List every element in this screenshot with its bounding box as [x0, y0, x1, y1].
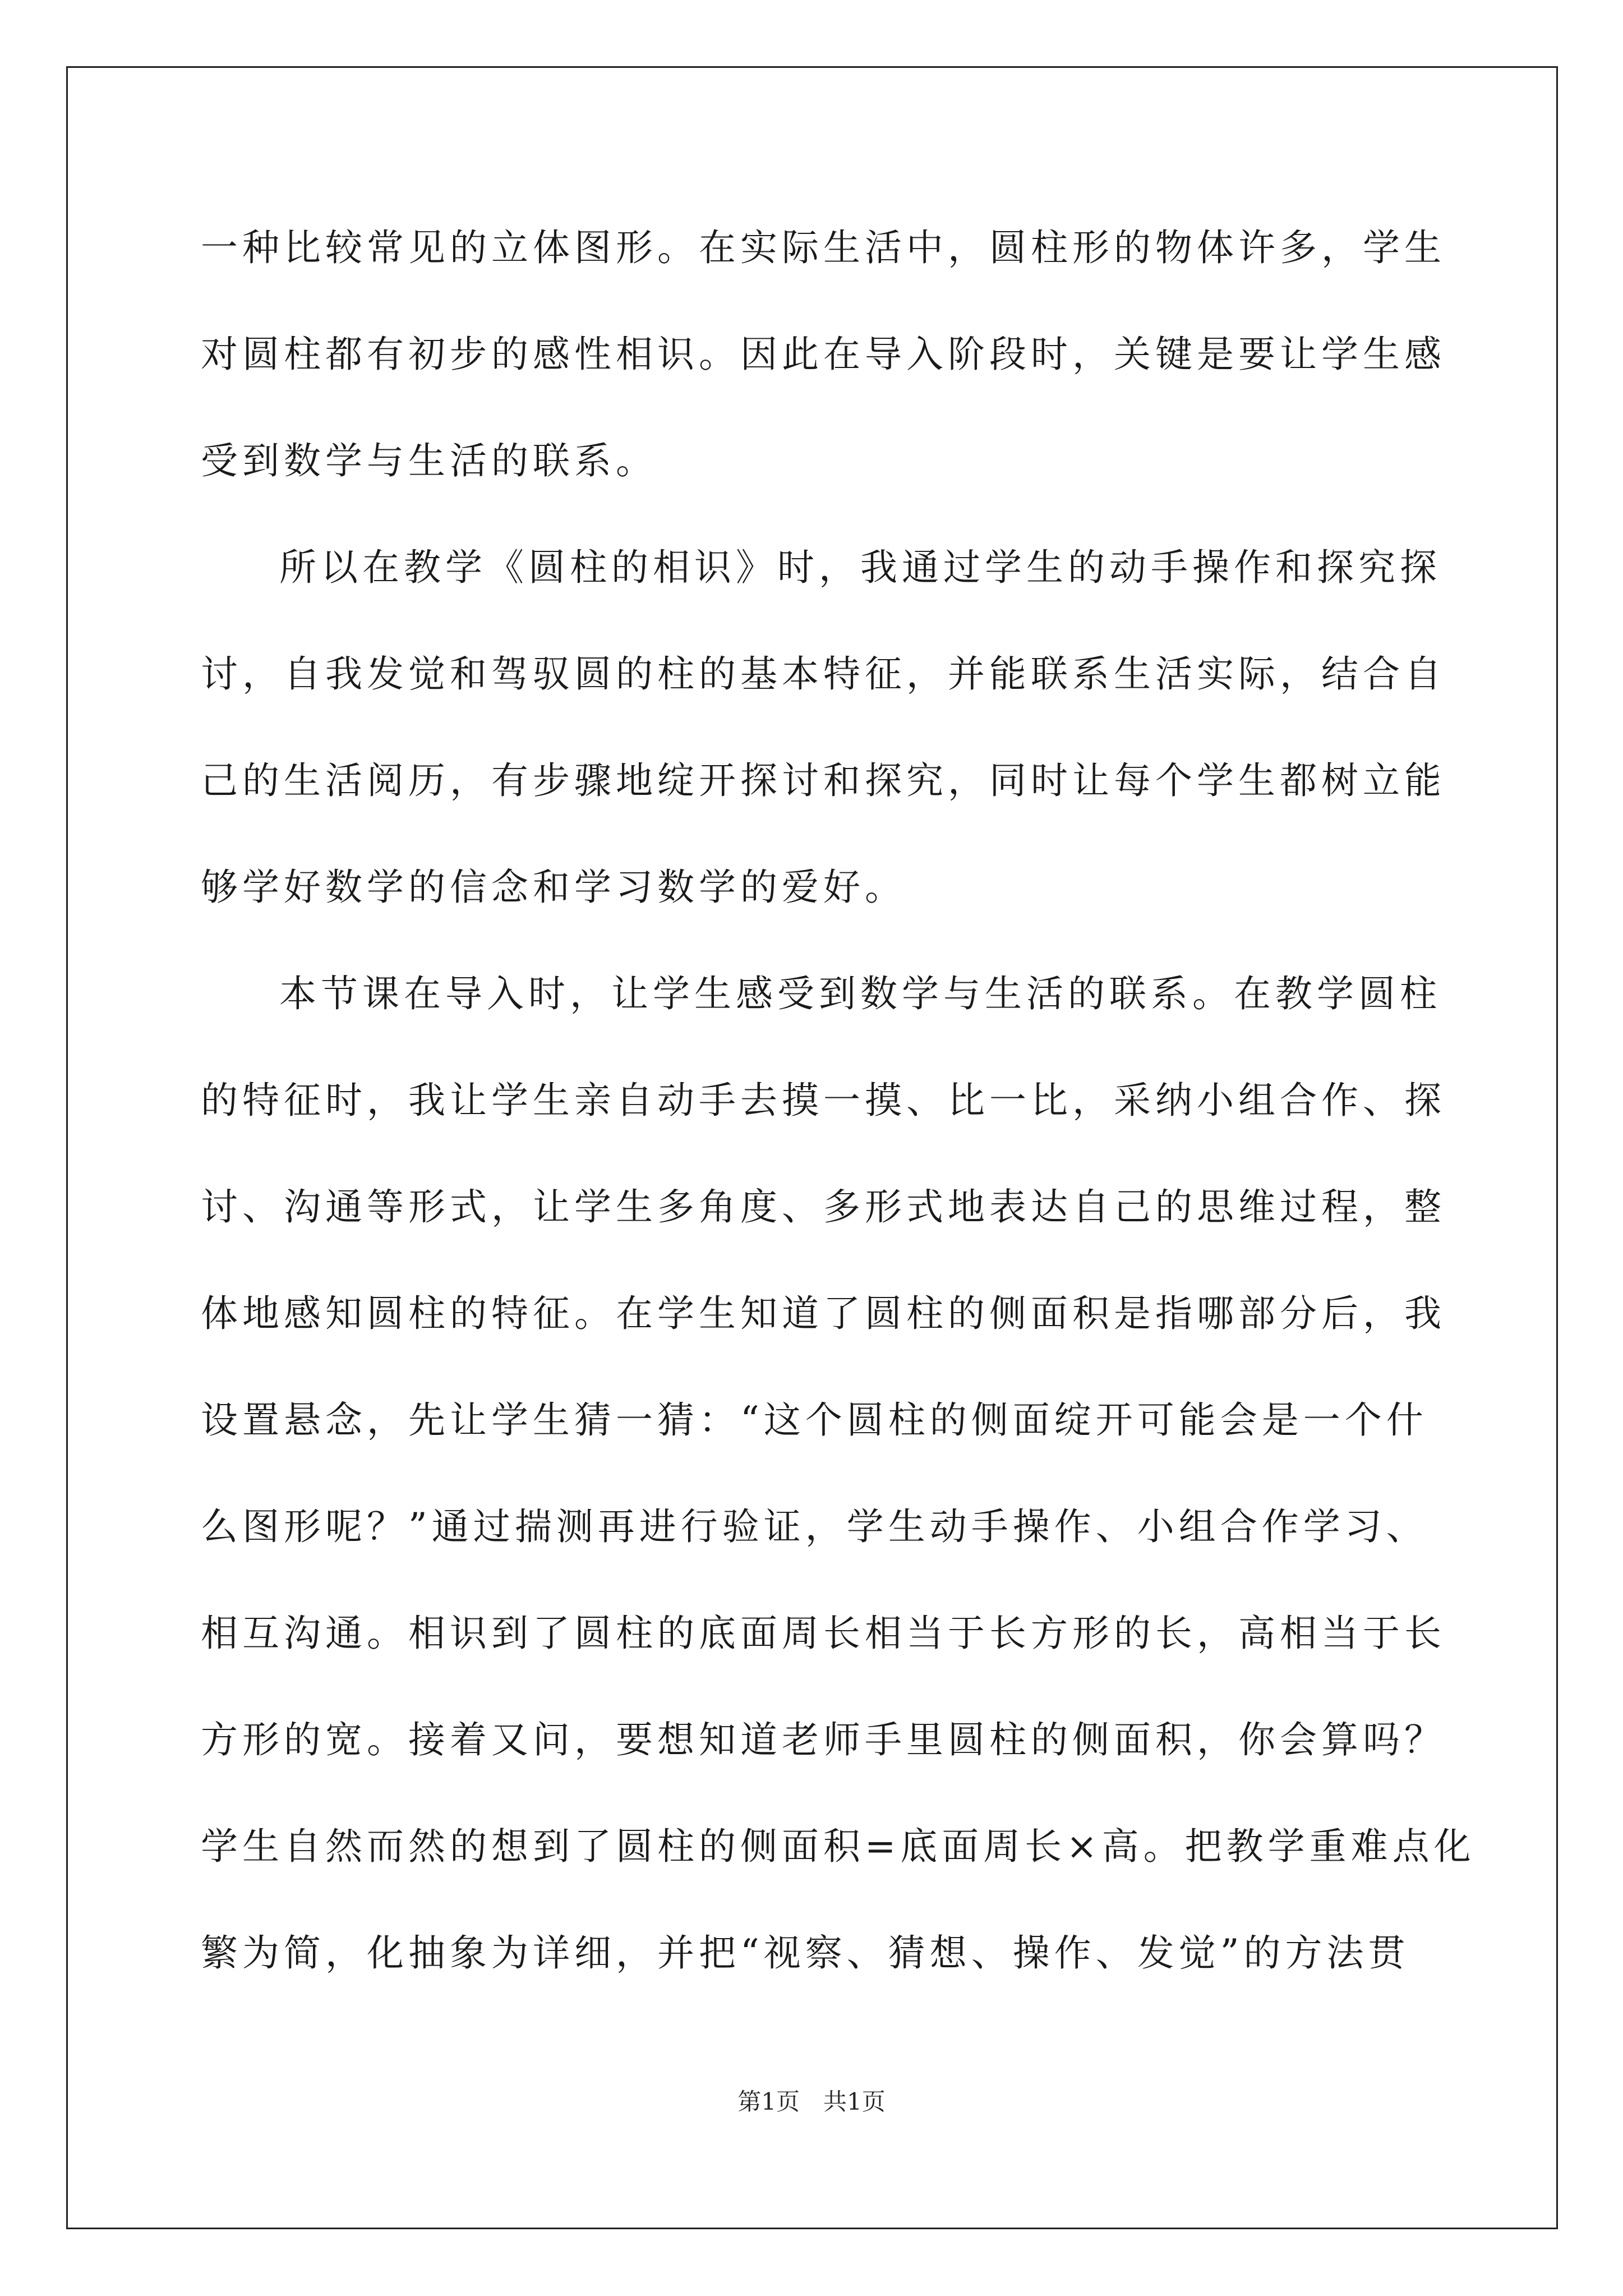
page-number-footer: 第1页 共1页	[737, 2088, 886, 2115]
text-line: 对圆柱都有初步的感性相识。因此在导入阶段时，关键是要让学生感	[201, 333, 1446, 376]
text-line: 设置悬念，先让学生猜一猜：“这个圆柱的侧面绽开可能会是一个什	[201, 1398, 1428, 1442]
text-line: 方形的宽。接着又问，要想知道老师手里圆柱的侧面积，你会算吗？	[201, 1718, 1446, 1761]
text-line: 一种比较常见的立体图形。在实际生活中，圆柱形的物体许多，学生	[201, 226, 1446, 269]
text-line: 相互沟通。相识到了圆柱的底面周长相当于长方形的长，高相当于长	[201, 1612, 1446, 1655]
text-line: 己的生活阅历，有步骤地绽开探讨和探究，同时让每个学生都树立能	[201, 759, 1446, 802]
paragraph-first-line: 本节课在导入时，让学生感受到数学与生活的联系。在教学圆柱	[279, 972, 1441, 1015]
text-line: 够学好数学的信念和学习数学的爱好。	[201, 866, 906, 909]
text-line: 繁为简，化抽象为详细，并把“视察、猜想、操作、发觉”的方法贯	[201, 1931, 1410, 1975]
text-line: 体地感知圆柱的特征。在学生知道了圆柱的侧面积是指哪部分后，我	[201, 1292, 1446, 1335]
page-border	[66, 66, 1558, 2229]
text-line: 么图形呢？”通过揣测再进行验证，学生动手操作、小组合作学习、	[201, 1505, 1428, 1548]
paragraph-first-line: 所以在教学《圆柱的相识》时，我通过学生的动手操作和探究探	[279, 546, 1441, 589]
text-line: 讨，自我发觉和驾驭圆的柱的基本特征，并能联系生活实际，结合自	[201, 652, 1446, 696]
text-line: 学生自然而然的想到了圆柱的侧面积=底面周长×高。把教学重难点化	[201, 1825, 1476, 1868]
text-line: 受到数学与生活的联系。	[201, 439, 657, 482]
text-line: 讨、沟通等形式，让学生多角度、多形式地表达自己的思维过程，整	[201, 1185, 1446, 1228]
text-line: 的特征时，我让学生亲自动手去摸一摸、比一比，采纳小组合作、探	[201, 1079, 1446, 1122]
